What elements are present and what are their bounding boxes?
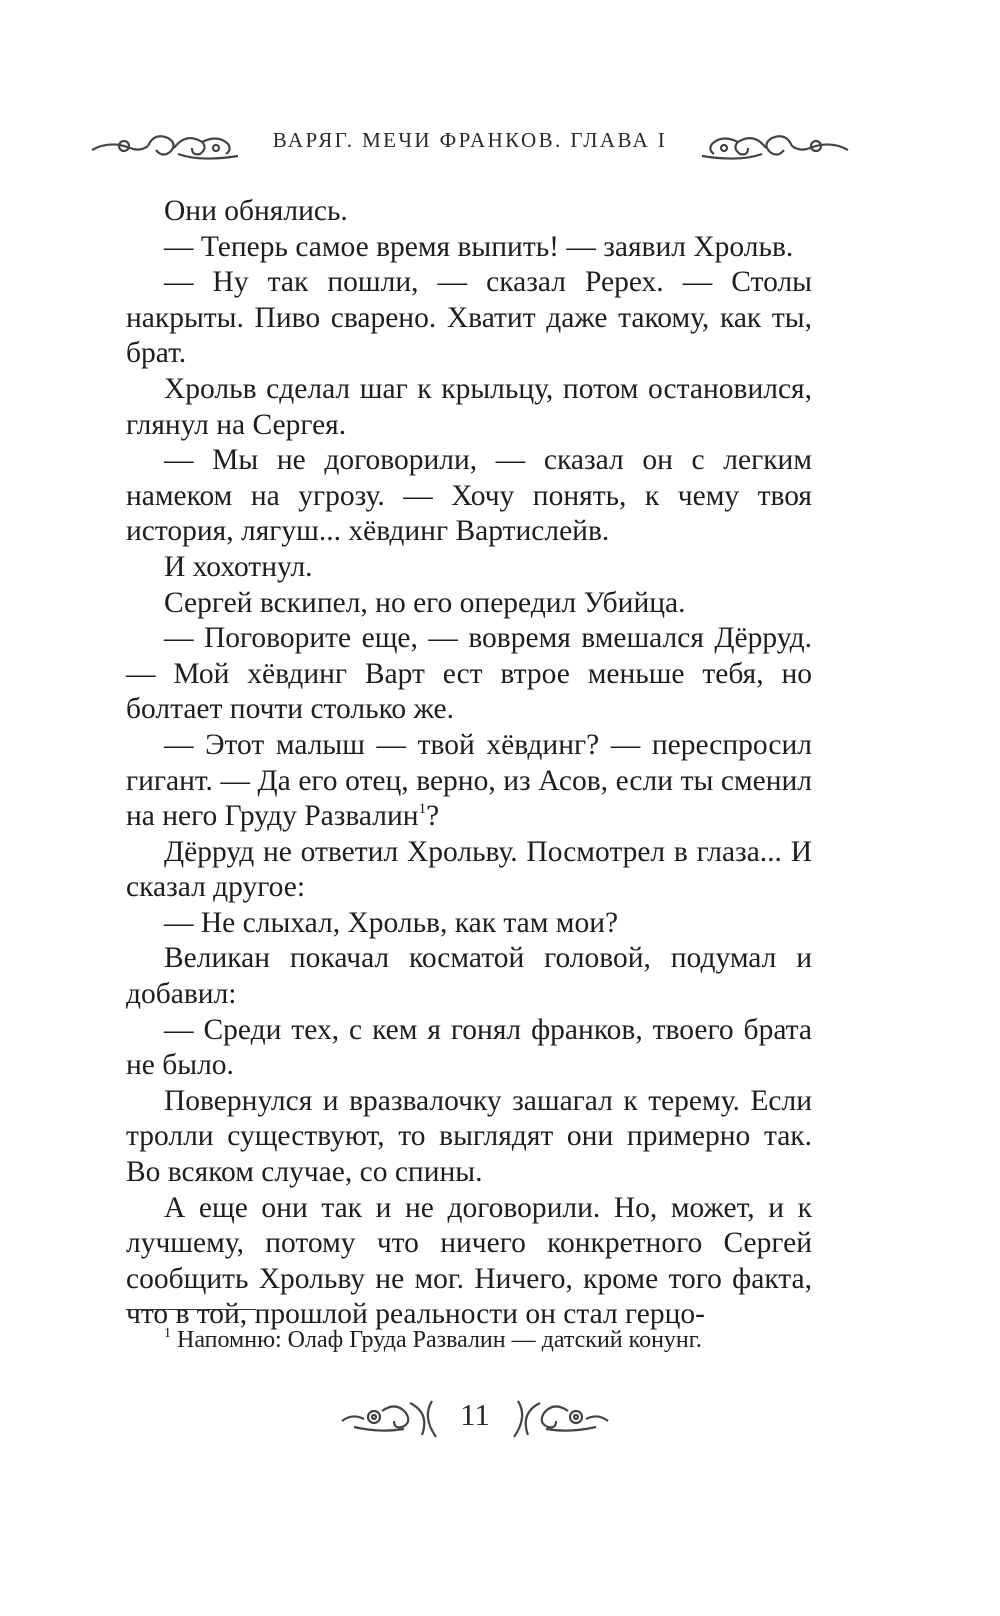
footnote-rule	[126, 1309, 256, 1310]
folio	[340, 1395, 610, 1445]
paragraph-with-footnote	[126, 728, 812, 835]
footnote	[164, 1325, 804, 1355]
paragraph: Дёрруд не ответил Хрольву. Посмотрел в глаза... И сказал другое:	[126, 835, 812, 904]
paragraph: — Не слыхал, Хрольв, как там мои?	[164, 906, 619, 939]
footnote-marker: 1	[164, 1326, 171, 1341]
paragraph: — Мы не договорили, — сказал он с легким намеком на угрозу. — Хочу понять, к чему твоя история, лягуш... хёвдинг Вартислейв.	[126, 444, 812, 548]
paragraph: И хохотнул.	[164, 550, 313, 583]
ornament-left-icon	[90, 128, 240, 162]
paragraph: — Теперь самое время выпить! — заявил Хрольв.	[164, 230, 794, 263]
paragraph-text: — Этот малыш — твой хёвдинг? — переспросил гигант. — Да его отец, верно, из Асов, если ты сменил на него Груду Развалин	[126, 728, 812, 833]
paragraph-tail: ?	[426, 800, 440, 833]
running-head	[90, 110, 850, 170]
ornament-right-icon	[700, 128, 850, 162]
footnote-ref[interactable]: 1	[418, 801, 427, 818]
paragraph: Повернулся и вразвалочку зашагал к терему. Если тролли существуют, то выглядят они примерно так. Во всяком случае, со спины.	[126, 1084, 812, 1189]
body-text	[126, 194, 812, 1333]
paragraph: Они обнялись.	[164, 195, 348, 227]
paragraph: — Поговорите еще, — вовремя вмешался Дёрруд. — Мой хёвдинг Варт ест втрое меньше тебя, но болтает почти столько же.	[126, 622, 812, 726]
folio-ornament-right-icon	[510, 1395, 610, 1441]
footnote-text: Напомню: Олаф Груда Развалин — датский конунг.	[177, 1327, 702, 1353]
paragraph: — Среди тех, с кем я гонял франков, твоего брата не было.	[126, 1013, 812, 1082]
paragraph: Сергей вскипел, но его опередил Убийца.	[164, 586, 686, 619]
paragraph: Великан покачал косматой головой, подумал и добавил:	[126, 942, 812, 1011]
page-number: 11	[460, 1397, 490, 1432]
paragraph: А еще они так и не договорили. Но, может, и к лучшему, потому что ничего конкретного Сергей сообщить Хрольву не мог. Ничего, кроме того факта, что в той, прошлой реальности он стал герцо-	[126, 1191, 812, 1331]
paragraph: Хрольв сделал шаг к крыльцу, потом остановился, глянул на Сергея.	[126, 372, 812, 441]
running-title: ВАРЯГ. МЕЧИ ФРАНКОВ. ГЛАВА I	[272, 128, 668, 152]
paragraph: — Ну так пошли, — сказал Ререх. — Столы накрыты. Пиво сварено. Хватит даже такому, как ты, брат.	[126, 266, 812, 370]
